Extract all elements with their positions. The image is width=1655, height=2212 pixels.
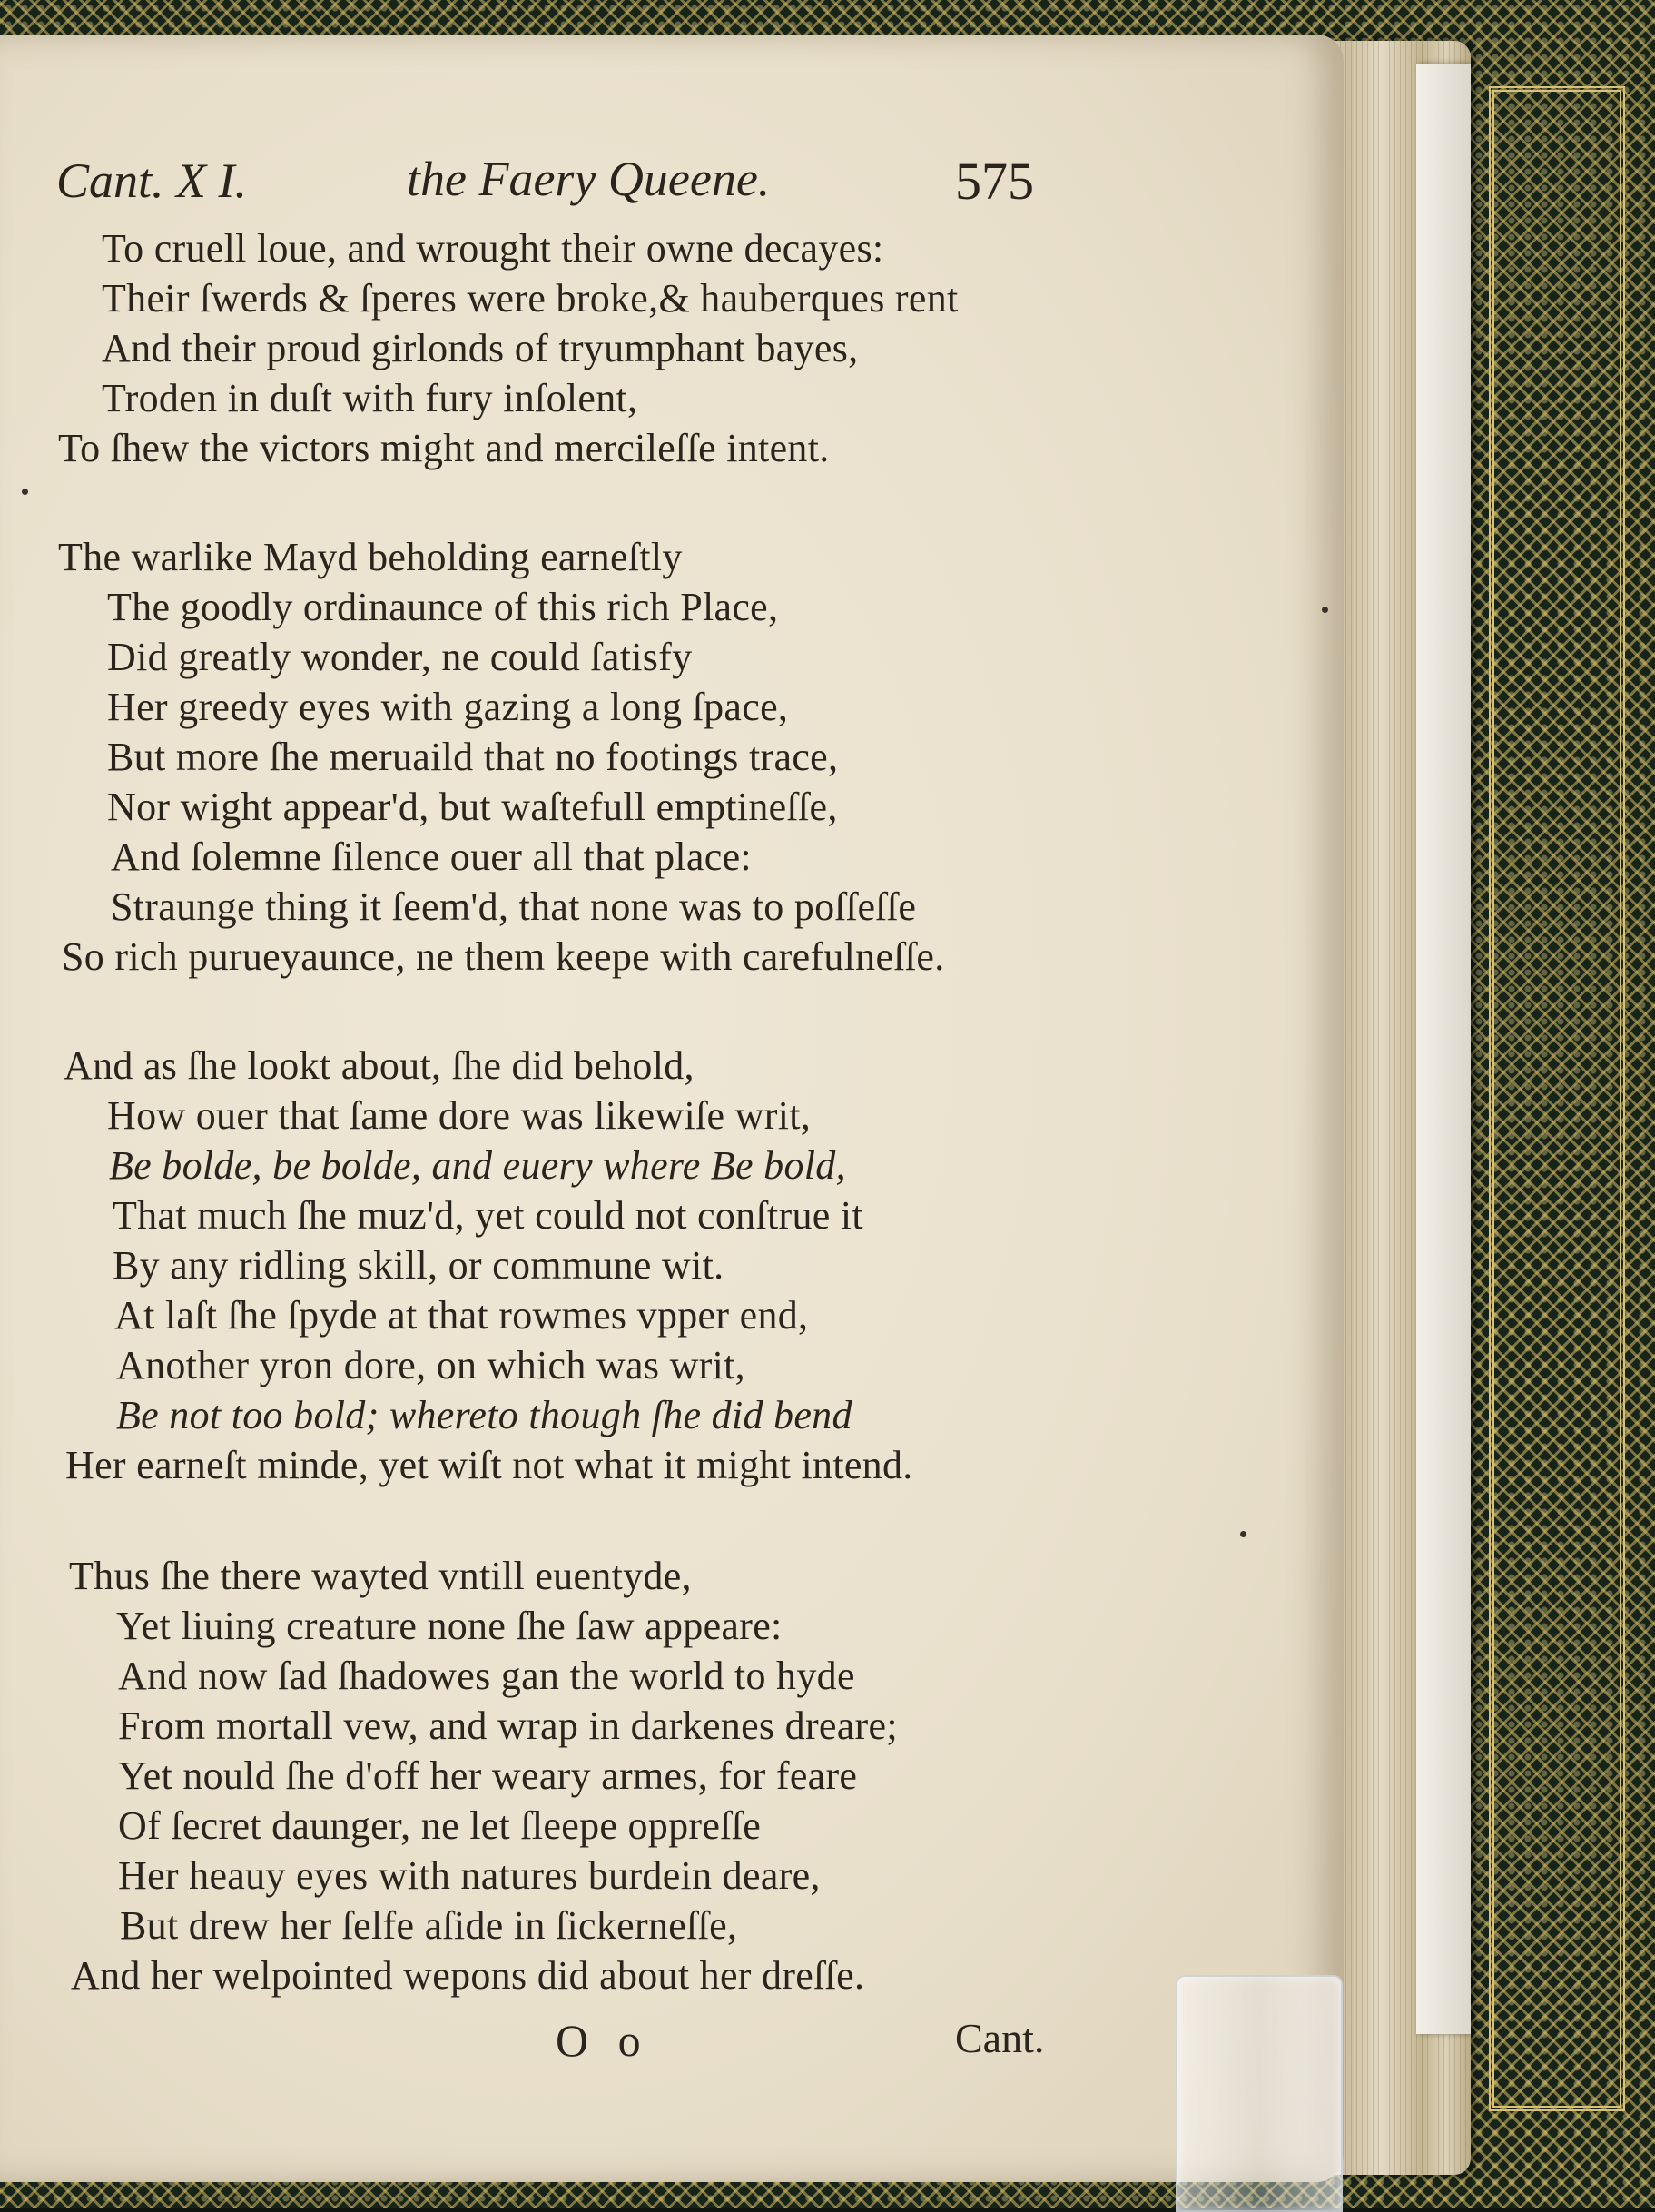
verse-line: The goodly ordinaunce of this rich Place, — [107, 585, 779, 629]
verse-line: Her earneſt minde, yet wiſt not what it might intend. — [65, 1443, 913, 1487]
verse-line: And their proud girlonds of tryumphant bayes, — [102, 326, 859, 370]
verse-line: How ouer that ſame dore was likewiſe writ, — [107, 1093, 812, 1138]
verse-line: Yet liuing creature none ſhe ſaw appeare: — [116, 1604, 783, 1648]
signature-mark: O o — [556, 2015, 650, 2066]
catchword: Cant. — [955, 2015, 1045, 2061]
verse-line: Nor wight appear'd, but waſtefull emptineſſe, — [107, 785, 838, 829]
verse-line: Straunge thing it ſeem'd, that none was to poſſeſſe — [111, 884, 917, 929]
verse-line-inscription: Be not too bold; whereto though ſhe did bend — [116, 1393, 852, 1437]
verse-line: Her heauy eyes with natures burdein deare, — [118, 1853, 821, 1898]
verse-line: Yet nould ſhe d'off her weary armes, for feare — [118, 1753, 858, 1798]
verse-line: Their ſwerds & ſperes were broke,& hauberques rent — [102, 276, 959, 321]
verse-line: And ſolemne ſilence ouer all that place: — [111, 834, 752, 879]
verse-line: And her welpointed wepons did about her dreſſe. — [71, 1953, 865, 1998]
verse-line-inscription: Be bolde, be bolde, and euery where Be bold, — [109, 1143, 846, 1188]
running-title: the Faery Queene. — [407, 152, 771, 206]
verse-line: Troden in duſt with fury inſolent, — [102, 376, 638, 420]
verse-line: Of ſecret daunger, ne let ſleepe oppreſſe — [118, 1803, 762, 1848]
endpaper — [1416, 64, 1471, 2034]
verse-line: So rich purueyaunce, ne them keepe with carefulneſſe. — [62, 934, 945, 979]
canto-number: Cant. X I. — [56, 153, 247, 208]
verse-line: But more ſhe meruaild that no footings trace, — [107, 735, 839, 779]
verse-line: Thus ſhe there wayted vntill euentyde, — [69, 1554, 692, 1598]
verse-line: But drew her ſelfe aſide in ſickerneſſe, — [120, 1903, 738, 1948]
verse-line: The warlike Mayd beholding earneſtly — [58, 535, 683, 579]
book-clamp — [1176, 1975, 1343, 2212]
verse-line: And now ſad ſhadowes gan the world to hyde — [118, 1654, 855, 1698]
verse-line: That much ſhe muz'd, yet could not conſtrue it — [113, 1193, 863, 1238]
verse-line: Her greedy eyes with gazing a long ſpace, — [107, 685, 789, 729]
book-page — [0, 35, 1344, 2182]
verse-line: At laſt ſhe ſpyde at that rowmes vpper end, — [114, 1293, 809, 1338]
page-number: 575 — [955, 152, 1034, 211]
ink-speck — [1322, 607, 1328, 613]
verse-line: And as ſhe lookt about, ſhe did behold, — [64, 1043, 695, 1088]
verse-line: From mortall vew, and wrap in darkenes dreare; — [118, 1703, 898, 1748]
ink-speck — [1240, 1531, 1246, 1537]
verse-line: Another yron dore, on which was writ, — [116, 1343, 745, 1387]
cover-gilt-frame — [1489, 86, 1625, 2111]
verse-line: To cruell loue, and wrought their owne decayes: — [102, 226, 884, 271]
verse-line: To ſhew the victors might and mercileſſe intent. — [58, 426, 830, 470]
verse-line: Did greatly wonder, ne could ſatisfy — [107, 635, 693, 679]
ink-speck — [22, 489, 28, 495]
verse-line: By any ridling skill, or commune wit. — [113, 1243, 724, 1288]
